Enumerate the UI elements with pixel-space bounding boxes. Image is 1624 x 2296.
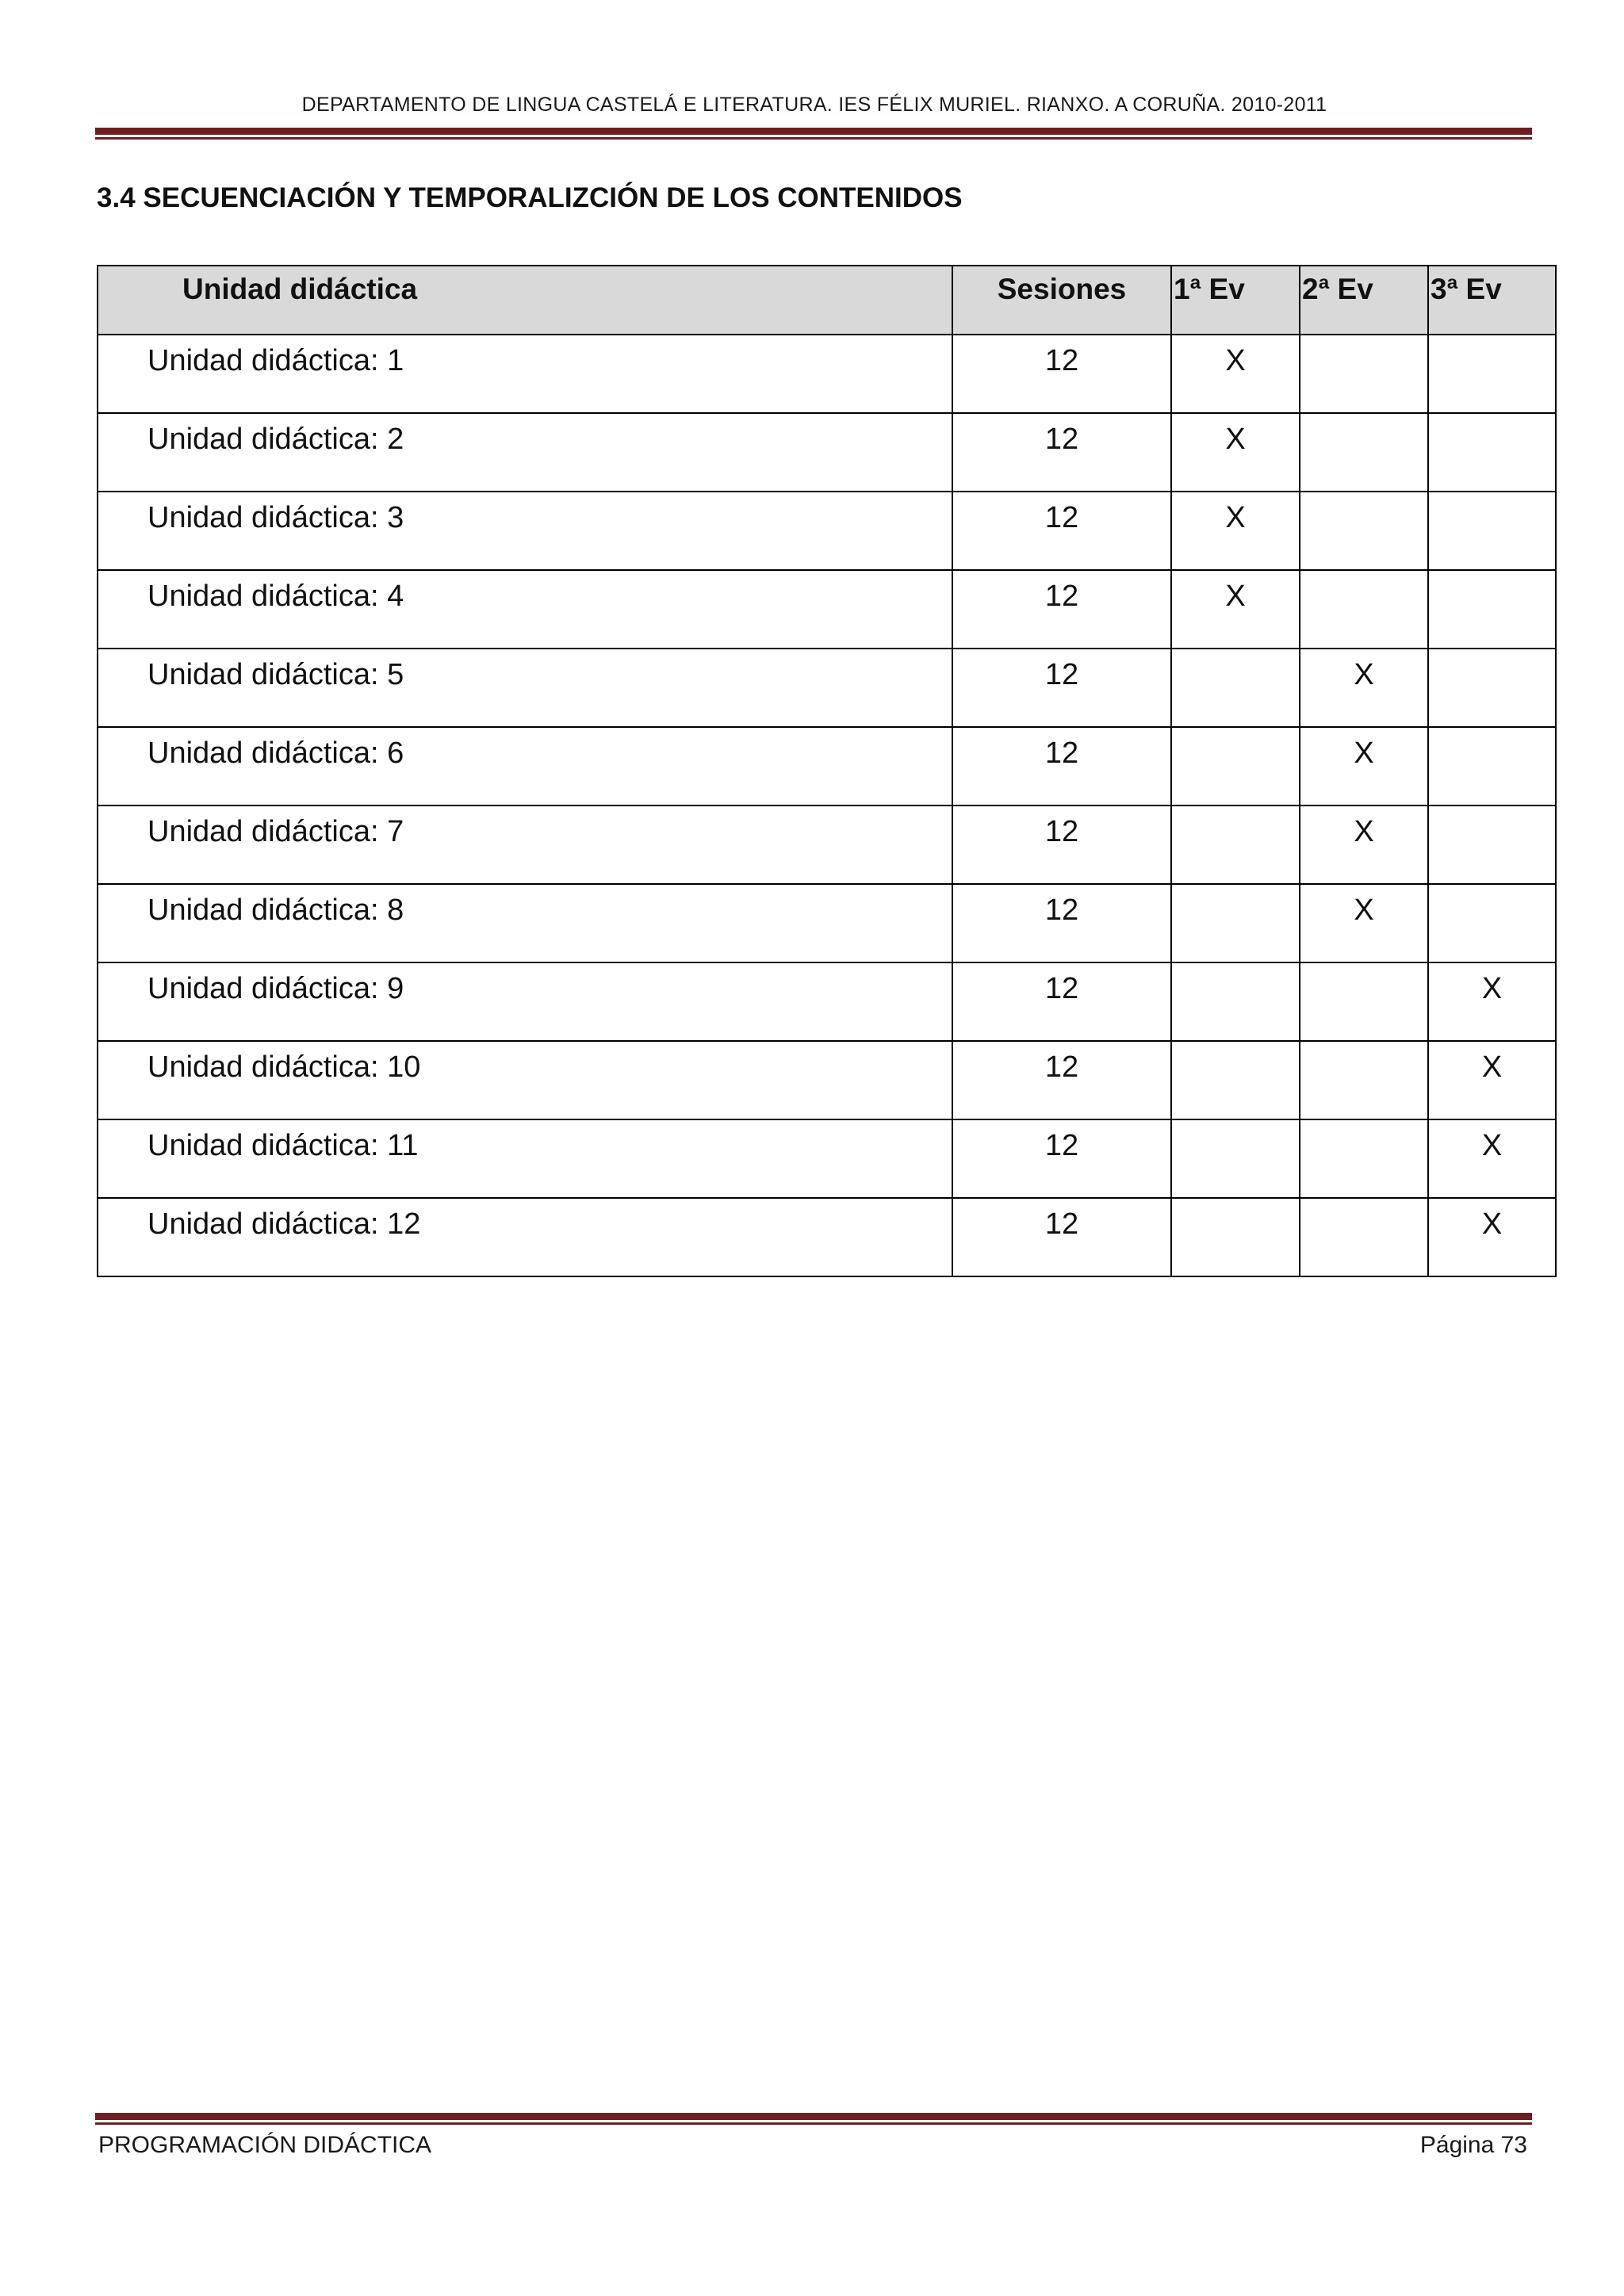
ev3-cell — [1428, 806, 1556, 884]
header-ev2: 2ª Ev — [1300, 266, 1428, 335]
ev3-cell: X — [1428, 1041, 1556, 1119]
ev1-cell — [1171, 962, 1300, 1041]
table-row — [98, 884, 1556, 962]
ev1-cell: X — [1171, 335, 1300, 413]
unit-cell: Unidad didáctica: 4 — [98, 570, 952, 649]
table-row — [98, 1041, 1556, 1119]
table-row — [98, 649, 1556, 727]
ev2-cell — [1300, 492, 1428, 570]
ev3-cell — [1428, 727, 1556, 806]
unit-cell: Unidad didáctica: 5 — [98, 649, 952, 727]
ev3-cell — [1428, 492, 1556, 570]
footer-rule-thick — [95, 2113, 1532, 2120]
table-row — [98, 727, 1556, 806]
sessions-cell: 12 — [952, 1041, 1171, 1119]
header-sessions: Sesiones — [952, 266, 1171, 335]
ev1-cell: X — [1171, 492, 1300, 570]
unit-cell: Unidad didáctica: 10 — [98, 1041, 952, 1119]
ev2-cell — [1300, 962, 1428, 1041]
table-row — [98, 1119, 1556, 1198]
footer-rule-thin — [95, 2122, 1532, 2125]
ev1-cell: X — [1171, 570, 1300, 649]
sessions-cell: 12 — [952, 649, 1171, 727]
ev2-cell: X — [1300, 806, 1428, 884]
unit-cell: Unidad didáctica: 9 — [98, 962, 952, 1041]
sessions-cell: 12 — [952, 727, 1171, 806]
ev1-cell — [1171, 727, 1300, 806]
table-row — [98, 413, 1556, 492]
sessions-cell: 12 — [952, 806, 1171, 884]
sessions-cell: 12 — [952, 1119, 1171, 1198]
table-row — [98, 570, 1556, 649]
units-table — [97, 265, 1557, 1277]
table-row — [98, 962, 1556, 1041]
sessions-cell: 12 — [952, 884, 1171, 962]
unit-cell: Unidad didáctica: 11 — [98, 1119, 952, 1198]
ev1-cell — [1171, 1119, 1300, 1198]
table-row — [98, 1198, 1556, 1276]
header-ev3: 3ª Ev — [1428, 266, 1556, 335]
footer-rule — [95, 2113, 1532, 2125]
unit-cell: Unidad didáctica: 7 — [98, 806, 952, 884]
sessions-cell: 12 — [952, 962, 1171, 1041]
ev2-cell — [1300, 1119, 1428, 1198]
ev2-cell: X — [1300, 649, 1428, 727]
unit-cell: Unidad didáctica: 3 — [98, 492, 952, 570]
ev2-cell: X — [1300, 727, 1428, 806]
header-unit: Unidad didáctica — [98, 266, 952, 335]
table-row — [98, 335, 1556, 413]
ev1-cell — [1171, 806, 1300, 884]
sessions-cell: 12 — [952, 1198, 1171, 1276]
footer-document-title: PROGRAMACIÓN DIDÁCTICA — [98, 2132, 432, 2158]
ev3-cell — [1428, 413, 1556, 492]
table-row — [98, 492, 1556, 570]
table-row — [98, 806, 1556, 884]
ev3-cell: X — [1428, 962, 1556, 1041]
unit-cell: Unidad didáctica: 8 — [98, 884, 952, 962]
ev2-cell — [1300, 570, 1428, 649]
table-header-row — [98, 266, 1556, 335]
ev1-cell — [1171, 1198, 1300, 1276]
header-rule — [95, 128, 1532, 140]
ev2-cell: X — [1300, 884, 1428, 962]
header-rule-thick — [95, 128, 1532, 135]
sessions-cell: 12 — [952, 570, 1171, 649]
section-title: 3.4 SECUENCIACIÓN Y TEMPORALIZCIÓN DE LOS CONTENIDOS — [97, 182, 963, 213]
ev3-cell: X — [1428, 1198, 1556, 1276]
ev2-cell — [1300, 413, 1428, 492]
ev3-cell — [1428, 335, 1556, 413]
ev3-cell — [1428, 649, 1556, 727]
ev1-cell: X — [1171, 413, 1300, 492]
unit-cell: Unidad didáctica: 6 — [98, 727, 952, 806]
ev1-cell — [1171, 1041, 1300, 1119]
ev3-cell: X — [1428, 1119, 1556, 1198]
ev1-cell — [1171, 884, 1300, 962]
ev3-cell — [1428, 570, 1556, 649]
ev2-cell — [1300, 335, 1428, 413]
header-ev1: 1ª Ev — [1171, 266, 1300, 335]
header-rule-thin — [95, 137, 1532, 140]
unit-cell: Unidad didáctica: 1 — [98, 335, 952, 413]
ev2-cell — [1300, 1041, 1428, 1119]
ev2-cell — [1300, 1198, 1428, 1276]
ev3-cell — [1428, 884, 1556, 962]
sessions-cell: 12 — [952, 335, 1171, 413]
sessions-cell: 12 — [952, 492, 1171, 570]
footer-page-number: Página 73 — [1419, 2132, 1527, 2158]
page-header: DEPARTAMENTO DE LINGUA CASTELÁ E LITERATURA. IES FÉLIX MURIEL. RIANXO. A CORUÑA. 2010-2011 — [301, 94, 1327, 116]
unit-cell: Unidad didáctica: 2 — [98, 413, 952, 492]
sessions-cell: 12 — [952, 413, 1171, 492]
unit-cell: Unidad didáctica: 12 — [98, 1198, 952, 1276]
ev1-cell — [1171, 649, 1300, 727]
